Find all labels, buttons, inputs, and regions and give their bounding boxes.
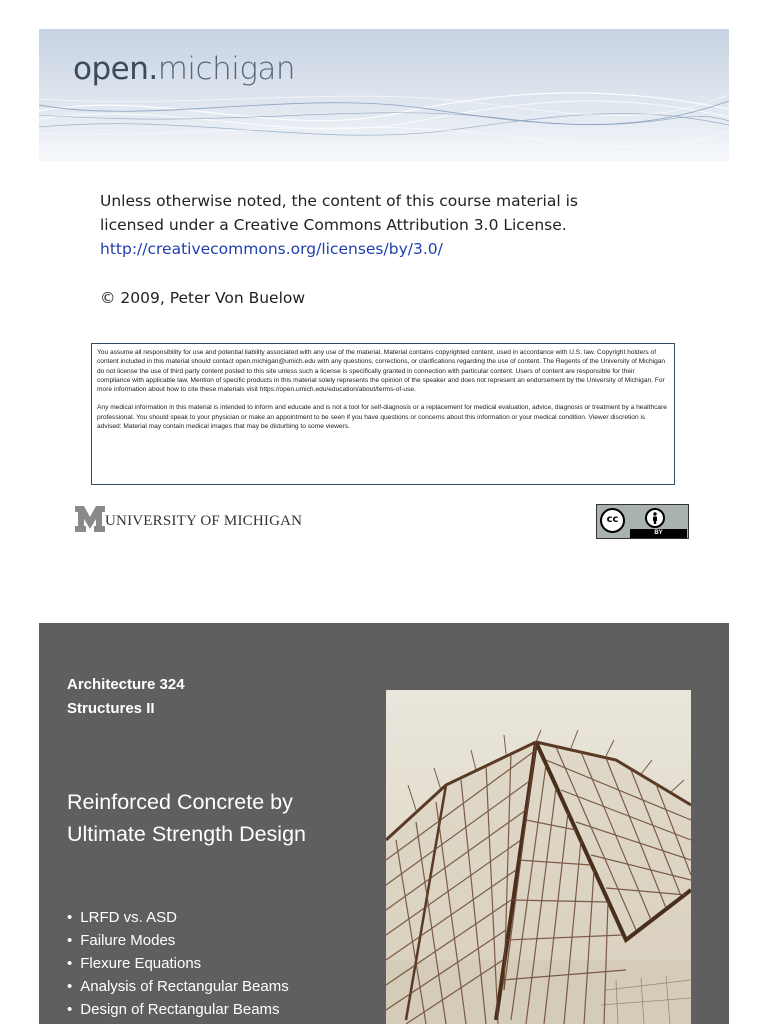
topic-list (67, 906, 289, 1021)
attribution-person-icon (645, 508, 665, 528)
list-item: • Design of Rectangular Beams (67, 998, 289, 1021)
open-michigan-banner (39, 29, 729, 161)
list-item: • LRFD vs. ASD (67, 906, 289, 929)
logo-open: open. (73, 51, 158, 87)
rebar-mesh-illustration (386, 690, 691, 1024)
rebar-structure-photo (386, 690, 691, 1024)
cc-icon: cc (600, 508, 625, 533)
title-line-2: Ultimate Strength Design (67, 822, 306, 846)
title-line-1: Reinforced Concrete by (67, 790, 293, 814)
license-slide (39, 29, 729, 536)
disclaimer-paragraph-2: Any medical information in this material is intended to inform and educate and is not a tool for self-diagnosis or a replacement for medical evaluation, advice, diagnosis or treatment by a healthcare professional. You should speak to your physician or make an appointment to be seen if you have questions or concerns about this information or your medical condition. Viewer discretion is advised: Material may contain medical images that may be disturbing to some viewers. (97, 404, 667, 431)
course-number: Architecture 324 (67, 676, 185, 693)
logo-michigan: michigan (157, 51, 296, 87)
copyright-notice: © 2009, Peter Von Buelow (100, 289, 306, 307)
open-michigan-logo (73, 51, 295, 87)
course-title-slide (39, 623, 729, 1024)
lecture-title (67, 786, 367, 850)
wave-lines-graphic (39, 29, 729, 161)
license-line-1: Unless otherwise noted, the content of this course material is (100, 192, 578, 210)
block-m-icon (75, 504, 105, 534)
list-item: • Flexure Equations (67, 952, 289, 975)
by-label: BY (654, 530, 663, 536)
disclaimer-paragraph-1: You assume all responsibility for use and potential liability associated with any use of the material. Material contains copyrighted content, used in accordance with U.S. law. Copyright holders of content included in this material should contact open.michigan@umich.edu with any questions, corrections, or clarifications regarding the use of content. The Regents of the University of Michigan do not license the use of third party content posted to this site unless such a license is specifically granted in connection with particular content. Users of content are responsible for their compliance with applicable law. Mention of specific products in this material solely represents the opinion of the speaker and does not represent an endorsement by the University of Michigan. For more information about how to cite these materials visit https://open.umich.edu/education/about/terms-of-use. (97, 349, 666, 394)
license-statement (100, 189, 700, 261)
list-item: • Failure Modes (67, 929, 289, 952)
university-name: UNIVERSITY OF MICHIGAN (105, 513, 303, 529)
creative-commons-by-badge[interactable] (596, 504, 689, 539)
course-name: Structures II (67, 700, 155, 717)
license-link[interactable]: http://creativecommons.org/licenses/by/3.0/ (100, 240, 443, 258)
course-heading (67, 673, 185, 721)
disclaimer-box (91, 343, 675, 485)
list-item: • Analysis of Rectangular Beams (67, 975, 289, 998)
license-line-2: licensed under a Creative Commons Attribution 3.0 License. (100, 216, 567, 234)
